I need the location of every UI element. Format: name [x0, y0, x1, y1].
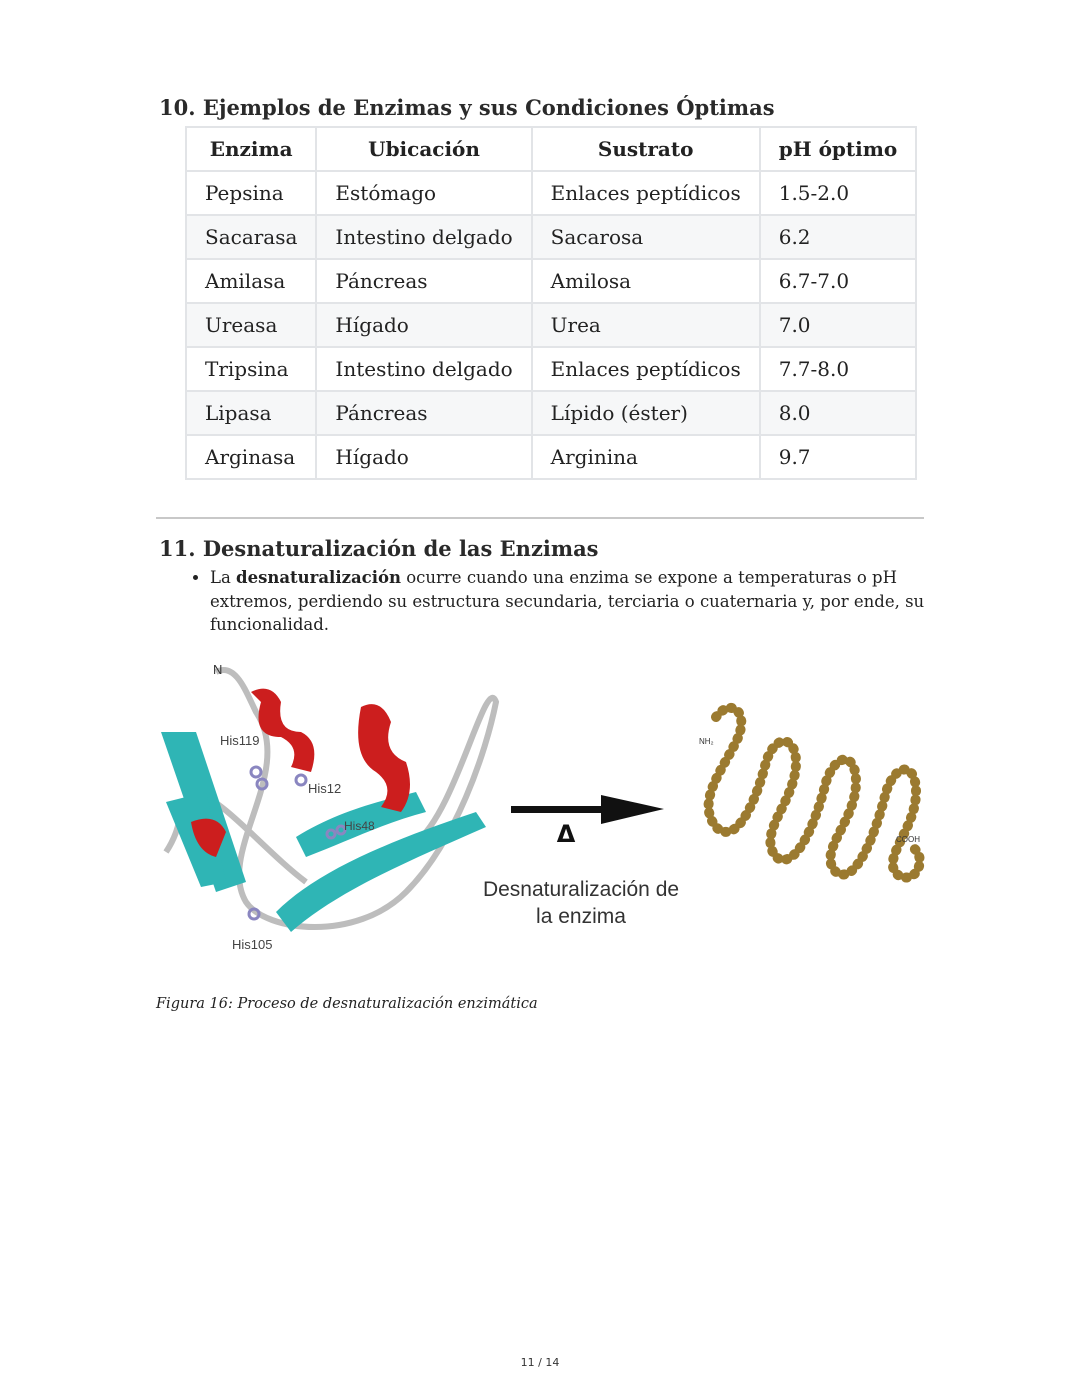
label-nh2: NH₂: [699, 737, 714, 746]
cell-sustrato: Enlaces peptídicos: [532, 347, 760, 391]
denaturation-figure: [156, 652, 926, 962]
cell-ubicacion: Hígado: [316, 303, 531, 347]
cell-enzima: Pepsina: [186, 171, 316, 215]
cell-enzima: Amilasa: [186, 259, 316, 303]
arrow-label-line1: Desnaturalización de: [482, 878, 680, 901]
cell-enzima: Ureasa: [186, 303, 316, 347]
folded-protein-illustration: [161, 662, 496, 952]
cell-ph: 9.7: [760, 435, 917, 479]
table-header-row: [186, 127, 916, 171]
table-row: [186, 171, 916, 215]
cell-sustrato: Urea: [532, 303, 760, 347]
cell-ph: 8.0: [760, 391, 917, 435]
label-n: N: [213, 662, 223, 677]
cell-ph: 1.5-2.0: [760, 171, 917, 215]
cell-ph: 7.0: [760, 303, 917, 347]
cell-ph: 6.7-7.0: [760, 259, 917, 303]
cell-ubicacion: Páncreas: [316, 259, 531, 303]
cell-enzima: Arginasa: [186, 435, 316, 479]
cell-ubicacion: Intestino delgado: [316, 347, 531, 391]
cell-sustrato: Enlaces peptídicos: [532, 171, 760, 215]
cell-sustrato: Amilosa: [532, 259, 760, 303]
cell-ubicacion: Estómago: [316, 171, 531, 215]
figure-caption: Figura 16: Proceso de desnaturalización enzimática: [156, 996, 538, 1012]
cell-sustrato: Arginina: [532, 435, 760, 479]
label-cooh: COOH: [896, 835, 920, 844]
cell-ubicacion: Páncreas: [316, 391, 531, 435]
list-item: [210, 566, 930, 637]
header-ubicacion: Ubicación: [316, 127, 531, 171]
denatured-chain-illustration: [699, 708, 920, 878]
cell-ph: 6.2: [760, 215, 917, 259]
section-11-heading: 11. Desnaturalización de las Enzimas: [159, 536, 599, 561]
label-his12: His12: [308, 781, 342, 796]
page-number: 11 / 14: [520, 1356, 560, 1369]
table-row: [186, 391, 916, 435]
label-his119: His119: [220, 733, 260, 748]
cell-enzima: Sacarasa: [186, 215, 316, 259]
table-row: [186, 347, 916, 391]
table-row: [186, 303, 916, 347]
label-his105: His105: [232, 937, 273, 952]
cell-ubicacion: Hígado: [316, 435, 531, 479]
table-row: [186, 435, 916, 479]
header-ph: pH óptimo: [760, 127, 917, 171]
arrow-label-line2: la enzima: [536, 905, 626, 928]
bullet-text: ocurre cuando una enzima se expone a temperaturas o pH extremos, perdiendo su estructura secundaria, terciaria o cuaternaria y, por ende, su funcionalidad.: [210, 568, 925, 634]
bullet-text: La: [210, 568, 237, 587]
cell-ubicacion: Intestino delgado: [316, 215, 531, 259]
delta-symbol: Δ: [556, 820, 576, 848]
heat-arrow: [483, 795, 679, 928]
cell-enzima: Lipasa: [186, 391, 316, 435]
section-divider: [156, 517, 924, 519]
table-row: [186, 259, 916, 303]
cell-ph: 7.7-8.0: [760, 347, 917, 391]
cell-enzima: Tripsina: [186, 347, 316, 391]
bullet-list: [184, 566, 930, 637]
table-row: [186, 215, 916, 259]
label-his48: His48: [344, 819, 375, 833]
cell-sustrato: Lípido (éster): [532, 391, 760, 435]
header-enzima: Enzima: [186, 127, 316, 171]
cell-sustrato: Sacarosa: [532, 215, 760, 259]
section-10-heading: 10. Ejemplos de Enzimas y sus Condiciones Óptimas: [159, 95, 775, 120]
bullet-bold-term: desnaturalización: [236, 568, 401, 587]
enzyme-table: [185, 126, 917, 480]
header-sustrato: Sustrato: [532, 127, 760, 171]
